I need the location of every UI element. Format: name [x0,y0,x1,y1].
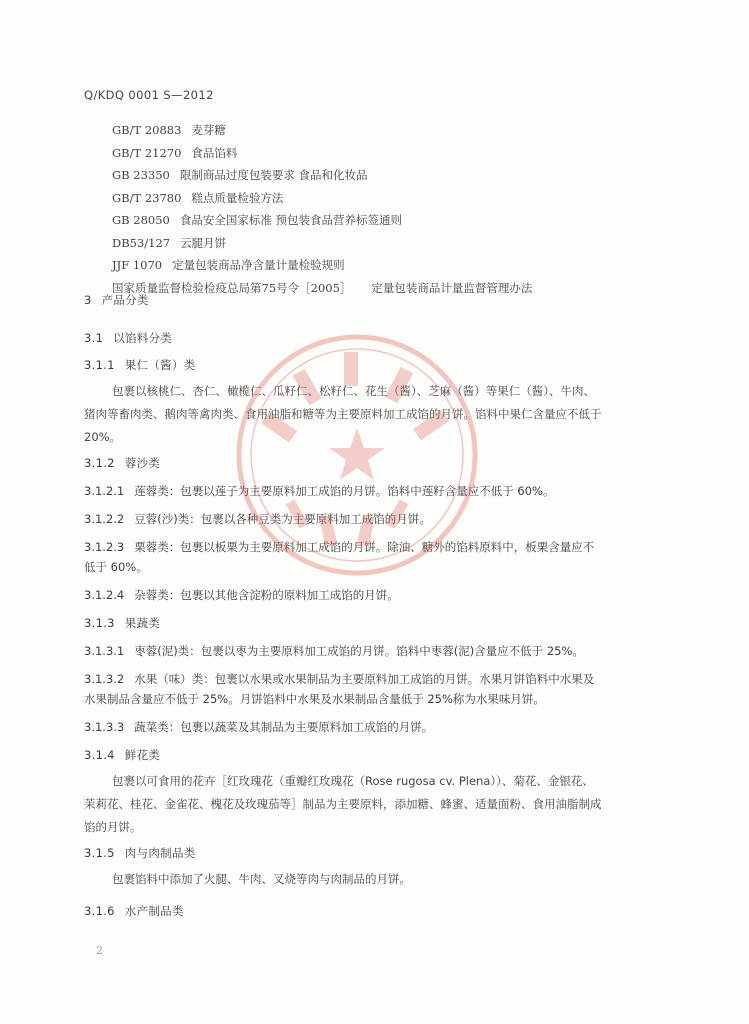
page-number: 2 [96,944,103,957]
paragraph-line: 猪肉等畜肉类、鹅肉等禽肉类、食用油脂和糖等为主要原料加工成馅的月饼。馅料中果仁含量应不低于 [84,407,602,421]
paragraph-line: 馅的月饼。 [84,820,142,834]
section-heading-3-1-5: 3.1.5 肉与肉制品类 [84,846,196,860]
clause-3-1-3-2: 3.1.3.2 水果（味）类：包裹以水果或水果制品为主要原料加工成馅的月饼。水果月饼馅料中水果及 [84,672,595,686]
clause-3-1-2-1: 3.1.2.1 莲蓉类：包裹以莲子为主要原料加工成馅的月饼。馅料中莲籽含量应不低于 60%。 [84,484,555,498]
section-heading-3-1-4: 3.1.4 鲜花类 [84,748,161,762]
clause-3-1-2-3: 3.1.2.3 栗蓉类：包裹以板栗为主要原料加工成馅的月饼。除油、糖外的馅料原料中，板栗含量应不 [84,540,595,554]
section-heading-3: 3 产品分类 [84,293,149,307]
paragraph-line: 包裹馅料中添加了火腿、牛肉、叉烧等肉与肉制品的月饼。 [112,872,411,886]
reference-item [112,142,532,165]
paragraph-line: 20%。 [84,430,122,444]
paragraph-line: 包裹以核桃仁、杏仁、橄榄仁、瓜籽仁、松籽仁、花生（酱）、芝麻（酱）等果仁（酱）、牛肉、 [112,384,595,398]
reference-item [112,119,532,142]
reference-title: 限制商品过度包装要求 食品和化妆品 [179,168,368,182]
reference-title: 定量包装商品净含量计量检验规则 [172,258,345,272]
reference-item [112,277,532,300]
reference-code: JJF 1070 [112,258,163,272]
reference-code: DB53/127 [112,235,171,250]
reference-title: 云腿月饼 [180,235,227,250]
section-heading-3-1-3: 3.1.3 果蔬类 [84,616,161,630]
section-heading-3-1: 3.1 以馅料分类 [84,331,173,345]
section-heading-3-1-1: 3.1.1 果仁（酱）类 [84,358,196,372]
document-header-id: Q/KDQ 0001 S—2012 [84,88,214,102]
section-heading-3-1-2: 3.1.2 蓉沙类 [84,456,161,470]
clause-3-1-2-4: 3.1.2.4 杂蓉类：包裹以其他含淀粉的原料加工成馅的月饼。 [84,588,399,602]
clause-3-1-2-2: 3.1.2.2 豆蓉(沙)类：包裹以各种豆类为主要原料加工成馅的月饼。 [84,512,431,526]
clause-3-1-2-3-continued: 低于 60%。 [84,560,148,574]
reference-code: GB/T 20883 [112,123,182,137]
reference-title: 糕点质量检验方法 [191,190,284,205]
reference-item [112,164,532,187]
reference-code: GB/T 23780 [112,190,182,205]
reference-item [112,232,532,255]
section-heading-3-1-6: 3.1.6 水产制品类 [84,904,184,918]
clause-3-1-3-2-continued: 水果制品含量应不低于 25%。月饼馅料中水果及水果制品含量低于 25%称为水果味月饼。 [84,692,545,706]
reference-item [112,254,532,277]
reference-item [112,187,532,210]
paragraph-line: 包裹以可食用的花卉［红玫瑰花（重瓣红玫瑰花（Rose rugosa cv. Plena））、菊花、金银花、 [112,774,594,788]
reference-title: 食品安全国家标准 预包装食品营养标签通则 [179,213,403,227]
reference-title: 食品馅料 [191,145,238,160]
reference-code: GB 23350 [112,168,170,182]
normative-references-list [112,119,532,299]
reference-code: GB 28050 [112,213,170,227]
reference-item [112,209,532,232]
reference-code: 国家质量监督检验检疫总局第75号令［2005］ [112,280,352,295]
paragraph-line: 茉莉花、桂花、金雀花、槐花及玫瑰茄等］制品为主要原料，添加糖、蜂蜜、适量面粉、食用油脂制成 [84,797,602,811]
reference-code: GB/T 21270 [112,145,182,160]
reference-title: 定量包装商品计量监督管理办法 [371,280,533,295]
clause-3-1-3-3: 3.1.3.3 蔬菜类：包裹以蔬菜及其制品为主要原料加工成馅的月饼。 [84,720,434,734]
clause-3-1-3-1: 3.1.3.1 枣蓉(泥)类：包裹以枣为主要原料加工成馅的月饼。馅料中枣蓉(泥)含量应不低于 25%。 [84,644,584,658]
reference-title: 麦芽糖 [191,123,226,137]
